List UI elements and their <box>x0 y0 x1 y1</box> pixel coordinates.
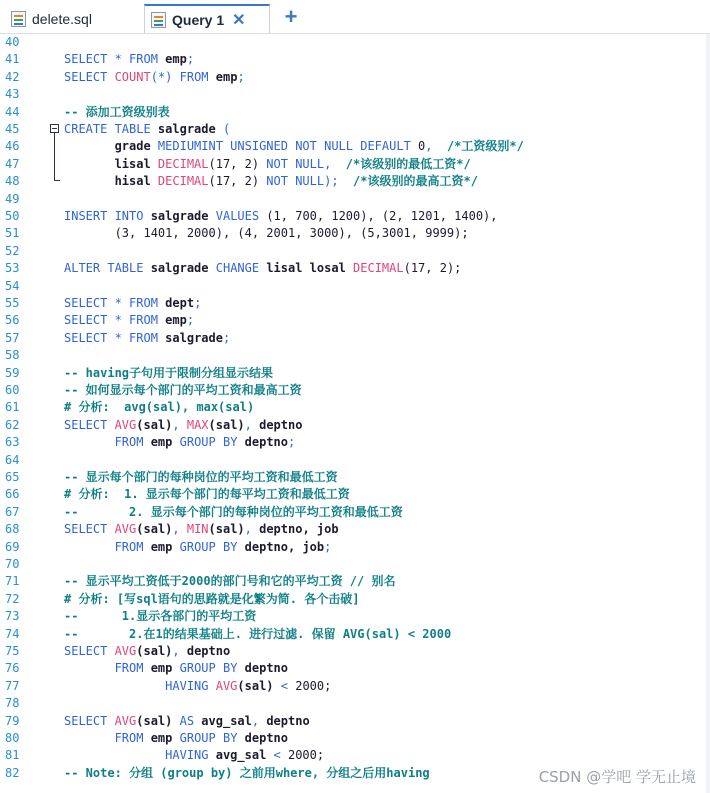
line-number: 43 <box>5 87 20 102</box>
line-number: 57 <box>5 330 20 345</box>
code-token: NOT NULL <box>259 156 325 171</box>
code-line <box>64 208 498 225</box>
line-number: 73 <box>5 609 20 624</box>
code-token: # 分析: avg(sal), max(sal) <box>64 400 255 415</box>
code-token: salgrade <box>143 209 209 223</box>
code-token: ALTER TABLE <box>64 261 144 276</box>
code-token: GROUP BY <box>172 435 238 450</box>
code-token: , <box>244 522 260 537</box>
code-token: -- having子句用于限制分组显示结果 <box>64 365 274 380</box>
code-line <box>64 365 273 382</box>
new-tab-button[interactable]: + <box>284 4 298 29</box>
line-number: 71 <box>5 574 20 589</box>
line-number: 66 <box>5 487 20 502</box>
line-number: 58 <box>5 348 20 363</box>
fold-collapse-icon[interactable] <box>50 124 59 133</box>
line-number: 46 <box>5 139 20 154</box>
code-token: GROUP BY <box>172 539 238 554</box>
code-token: (sal) <box>208 417 245 432</box>
line-number: 60 <box>5 383 20 397</box>
code-token: CHANGE <box>208 261 260 276</box>
code-line <box>64 138 524 155</box>
code-token: ; <box>288 435 296 450</box>
code-line <box>64 626 451 643</box>
code-token: # 分析: [写sql语句的思路就是化繁为简. 各个击破] <box>64 591 360 606</box>
code-token: AVG <box>107 522 137 537</box>
code-line <box>64 539 331 556</box>
code-token: avg_sal <box>194 713 252 728</box>
code-token: -- 1.显示各部门的平均工资 <box>64 609 257 624</box>
code-token: SELECT <box>64 330 108 345</box>
code-token: ; <box>222 330 231 345</box>
code-token: 2000; <box>287 748 325 763</box>
code-token: MIN <box>186 522 209 537</box>
code-token: (17, 2) <box>208 156 260 171</box>
code-token: ; <box>186 313 195 328</box>
code-token: DECIMAL <box>150 174 209 189</box>
code-token: FROM <box>129 330 158 345</box>
code-token: FROM <box>64 539 144 554</box>
line-number: 69 <box>5 539 20 554</box>
code-token: , <box>172 644 187 658</box>
code-token: -- 显示每个部门的每种岗位的平均工资和最低工资 <box>64 470 338 484</box>
code-token: SELECT <box>64 313 108 328</box>
line-number: 78 <box>5 696 20 711</box>
code-token: SELECT <box>64 52 108 67</box>
code-token: (sal) <box>208 522 245 537</box>
code-line <box>64 417 302 434</box>
code-token: dept <box>157 296 195 310</box>
code-token: * <box>107 52 130 67</box>
code-token: lisal <box>64 156 151 171</box>
code-token: /*该级别的最低工资*/ <box>345 156 471 171</box>
editor-tab-bar <box>0 0 710 34</box>
line-number: 65 <box>5 470 20 484</box>
code-token: -- 如何显示每个部门的平均工资和最高工资 <box>64 383 302 397</box>
code-token: , <box>425 139 447 154</box>
code-token: , <box>172 522 187 537</box>
code-token: emp <box>143 539 173 554</box>
code-token: MEDIUMINT UNSIGNED NOT NULL DEFAULT <box>150 139 411 154</box>
code-line <box>64 713 310 730</box>
code-token: (1, 700, 1200), (2, 1201, 1400), <box>259 209 498 223</box>
line-number: 82 <box>5 765 20 780</box>
line-number: 67 <box>5 504 20 519</box>
code-token: COUNT <box>107 69 151 84</box>
sql-file-icon <box>11 11 26 27</box>
code-token: SELECT <box>64 522 108 537</box>
code-token: grade <box>64 139 151 154</box>
line-number: 61 <box>5 400 20 415</box>
code-line <box>64 469 338 486</box>
code-token: GROUP BY <box>172 661 238 676</box>
code-token: DECIMAL <box>345 261 404 276</box>
line-number: 70 <box>5 557 20 571</box>
code-token: ); <box>324 174 354 189</box>
code-token: , <box>324 156 346 171</box>
code-line <box>64 730 288 747</box>
code-token: VALUES <box>208 209 260 223</box>
code-token: /*该级别的最高工资*/ <box>353 174 478 189</box>
code-token: DECIMAL <box>150 156 209 171</box>
code-line <box>64 156 471 173</box>
code-line <box>64 260 461 277</box>
code-token: (sal) <box>237 678 274 693</box>
code-line <box>64 608 256 625</box>
code-token: AVG <box>107 713 137 728</box>
code-token: FROM <box>129 296 158 310</box>
code-token: deptno <box>237 731 288 745</box>
code-token: (17, 2) <box>208 174 260 189</box>
sql-editor[interactable] <box>0 34 710 793</box>
line-number: 75 <box>5 644 20 658</box>
code-token: SELECT <box>64 417 108 432</box>
code-token: AVG <box>208 678 238 693</box>
code-line <box>64 434 295 451</box>
code-token: ; <box>194 296 202 310</box>
line-number: 55 <box>5 296 20 310</box>
code-token: FROM <box>64 661 144 676</box>
code-token: SELECT <box>64 644 108 658</box>
code-token: deptno <box>266 713 310 728</box>
code-token: -- 添加工资级别表 <box>64 104 170 119</box>
code-token: GROUP BY <box>172 731 238 745</box>
code-token: emp <box>143 731 173 745</box>
code-token: deptno, job <box>259 522 339 537</box>
code-token: deptno <box>259 417 303 432</box>
code-token: -- 2. 显示每个部门的每种岗位的平均工资和最低工资 <box>64 504 403 519</box>
code-token: avg_sal <box>208 748 267 763</box>
line-number: 59 <box>5 365 20 380</box>
code-token: SELECT <box>64 296 108 310</box>
line-number: 51 <box>5 226 20 241</box>
code-line <box>64 69 245 86</box>
line-number: 79 <box>5 713 20 728</box>
tab-query-1[interactable] <box>144 4 270 33</box>
code-token: FROM <box>129 313 158 328</box>
code-token: emp <box>143 435 173 450</box>
tab-label: Query 1 <box>172 11 225 28</box>
code-token: ( <box>215 122 231 136</box>
code-token: emp <box>143 661 173 676</box>
code-token: -- Note: 分组 (group by) 之前用where, 分组之后用having <box>64 765 430 780</box>
code-token: ; <box>186 52 195 67</box>
code-token: * <box>107 296 130 310</box>
fold-region-line <box>54 133 55 181</box>
line-number: 40 <box>5 35 20 49</box>
code-token: < <box>266 748 288 763</box>
code-line <box>64 121 230 138</box>
code-token: hisal <box>64 174 151 189</box>
code-line <box>64 104 170 121</box>
line-number: 48 <box>5 174 20 189</box>
line-number: 76 <box>5 661 20 676</box>
code-token: deptno <box>237 661 288 676</box>
code-token: 0 <box>410 139 426 154</box>
code-token: deptno <box>237 435 288 450</box>
line-number: 81 <box>5 748 20 763</box>
code-line <box>64 225 469 242</box>
vertical-scrollbar[interactable] <box>706 34 710 793</box>
code-token: FROM <box>64 435 144 450</box>
code-token: 2000; <box>295 678 332 693</box>
code-token: FROM <box>129 52 158 67</box>
code-token: HAVING <box>64 678 209 693</box>
code-line <box>64 486 350 503</box>
code-token: CREATE TABLE <box>64 122 151 136</box>
code-token: /*工资级别*/ <box>446 139 524 154</box>
code-token: FROM <box>172 69 209 84</box>
code-token: (sal) <box>136 644 173 658</box>
line-number-gutter <box>0 34 48 793</box>
code-token: HAVING <box>64 748 209 763</box>
code-token: lisal losal <box>259 261 346 276</box>
watermark: CSDN @学吧 学无止境 <box>538 768 696 786</box>
code-line <box>64 765 430 782</box>
code-token: (3, 1401, 2000), (4, 2001, 3000), (5,3001, 9999); <box>64 226 469 241</box>
code-token: ; <box>237 69 245 84</box>
line-number: 47 <box>5 156 20 171</box>
code-token: salgrade <box>150 122 216 136</box>
code-line <box>64 399 254 416</box>
line-number: 62 <box>5 417 20 432</box>
code-token: AVG <box>107 644 137 658</box>
tab-delete-sql[interactable] <box>5 4 138 33</box>
code-token: , <box>244 417 260 432</box>
code-token: emp <box>208 69 238 84</box>
line-number: 45 <box>5 122 20 136</box>
query-file-icon <box>151 12 166 28</box>
fold-region-end <box>54 180 60 181</box>
code-token: NOT NULL <box>259 174 325 189</box>
code-token: salgrade <box>157 330 223 345</box>
code-line <box>64 173 478 190</box>
code-token: INSERT INTO <box>64 209 144 223</box>
code-token: SELECT <box>64 713 108 728</box>
code-token: , <box>251 713 267 728</box>
code-token: , <box>172 417 187 432</box>
code-line <box>64 573 395 590</box>
line-number: 77 <box>5 678 20 693</box>
code-token: (sal) <box>136 713 173 728</box>
code-line <box>64 591 359 608</box>
code-token: FROM <box>64 731 144 745</box>
code-token: * <box>107 313 130 328</box>
line-number: 44 <box>5 104 20 119</box>
code-line <box>64 382 302 399</box>
tab-label: delete.sql <box>32 10 92 27</box>
code-token: AVG <box>107 417 137 432</box>
line-number: 42 <box>5 69 20 84</box>
code-line <box>64 51 194 68</box>
line-number: 52 <box>5 243 20 258</box>
code-token: SELECT <box>64 69 108 84</box>
code-line <box>64 660 288 677</box>
line-number: 53 <box>5 261 20 276</box>
code-token: emp <box>157 52 187 67</box>
code-token: (sal) <box>136 522 173 537</box>
line-number: 74 <box>5 626 20 641</box>
code-line <box>64 312 194 329</box>
code-token: ; <box>324 539 332 554</box>
code-line <box>64 295 201 312</box>
code-token: # 分析: 1. 显示每个部门的每平均工资和最低工资 <box>64 487 350 502</box>
code-line <box>64 678 331 695</box>
code-token: (*) <box>150 69 173 84</box>
code-line <box>64 747 324 764</box>
line-number: 56 <box>5 313 20 328</box>
line-number: 54 <box>5 278 20 293</box>
code-token: (17, 2); <box>403 261 462 276</box>
line-number: 50 <box>5 209 20 223</box>
line-number: 49 <box>5 191 20 206</box>
code-line <box>64 504 403 521</box>
code-token: deptno <box>186 644 231 658</box>
code-line <box>64 643 230 660</box>
code-line <box>64 330 230 347</box>
close-icon[interactable]: ✕ <box>232 11 246 29</box>
line-number: 64 <box>5 452 20 467</box>
line-number: 72 <box>5 591 20 606</box>
code-token: emp <box>157 313 187 328</box>
code-token: AS <box>172 713 195 728</box>
line-number: 63 <box>5 435 20 450</box>
code-token: MAX <box>186 417 209 432</box>
line-number: 68 <box>5 522 20 537</box>
code-line <box>64 521 339 538</box>
line-number: 41 <box>5 52 20 67</box>
code-token: salgrade <box>143 261 209 276</box>
code-token: * <box>107 330 130 345</box>
line-number: 80 <box>5 731 20 745</box>
code-token: (sal) <box>136 417 173 432</box>
code-token: -- 2.在1的结果基础上. 进行过滤. 保留 AVG(sal) < 2000 <box>64 626 452 641</box>
code-token: -- 显示平均工资低于2000的部门号和它的平均工资 // 别名 <box>64 574 396 589</box>
code-token: deptno, job <box>237 539 325 554</box>
code-token: < <box>273 678 296 693</box>
